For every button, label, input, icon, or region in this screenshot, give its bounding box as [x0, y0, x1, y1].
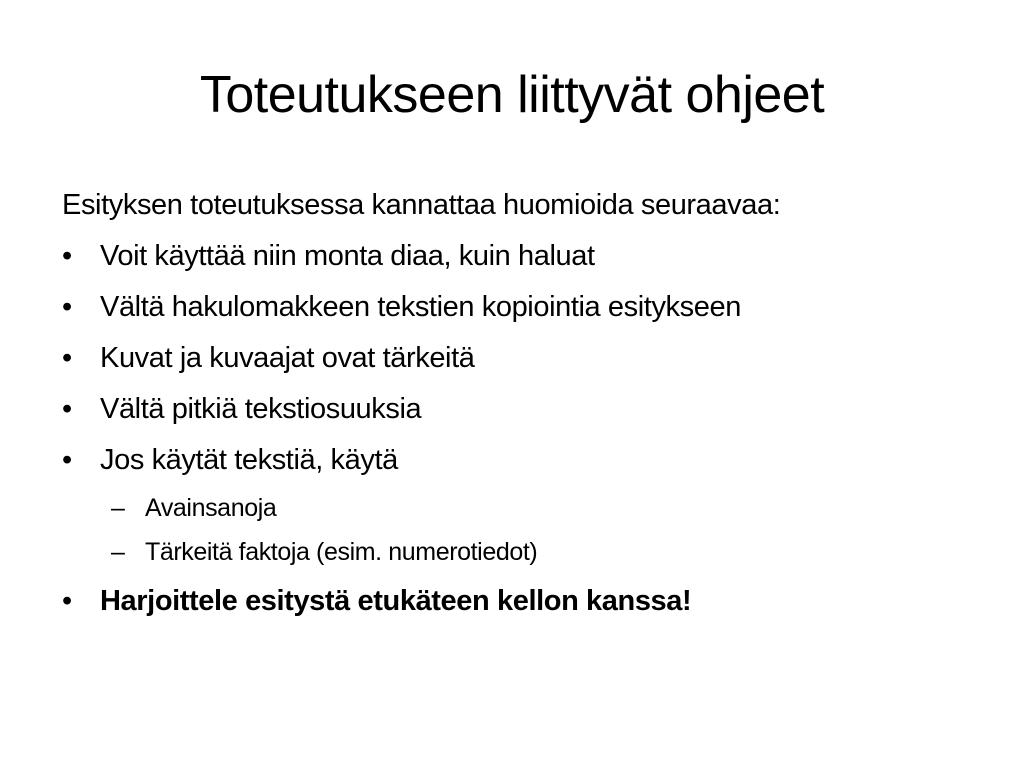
bullet-item: [62, 578, 982, 629]
bullet-marker: •: [62, 585, 72, 617]
sub-bullet-text: Avainsanoja: [145, 494, 277, 522]
bullet-item: [62, 386, 982, 437]
bullet-list: [62, 233, 982, 629]
bullet-marker: •: [62, 240, 72, 272]
bullet-text-bold: Harjoittele esitystä etukäteen kellon kanssa!: [100, 585, 692, 617]
sub-bullet-marker: –: [111, 538, 125, 566]
bullet-text: Vältä pitkiä tekstiosuuksia: [100, 393, 422, 425]
slide-body: [62, 183, 982, 629]
bullet-text: Jos käytät tekstiä, käytä: [100, 444, 398, 476]
slide-title: Toteutukseen liittyvät ohjeet: [199, 66, 825, 124]
bullet-text: Kuvat ja kuvaajat ovat tärkeitä: [100, 342, 475, 374]
bullet-marker: •: [62, 393, 72, 425]
intro-text: Esityksen toteutuksessa kannattaa huomioida seuraavaa:: [62, 189, 781, 221]
bullet-item: [62, 335, 982, 386]
sub-bullet-item: [62, 532, 982, 576]
bullet-marker: •: [62, 342, 72, 374]
bullet-text: Vältä hakulomakkeen tekstien kopiointia esitykseen: [100, 291, 741, 323]
bullet-marker: •: [62, 291, 72, 323]
sub-bullet-item: [62, 488, 982, 532]
bullet-item: [62, 437, 982, 488]
sub-bullet-text: Tärkeitä faktoja (esim. numerotiedot): [145, 538, 538, 566]
sub-bullet-marker: –: [111, 494, 125, 522]
bullet-text: Voit käyttää niin monta diaa, kuin haluat: [100, 240, 595, 272]
bullet-marker: •: [62, 444, 72, 476]
bullet-item: [62, 284, 982, 335]
bullet-item: [62, 233, 982, 284]
